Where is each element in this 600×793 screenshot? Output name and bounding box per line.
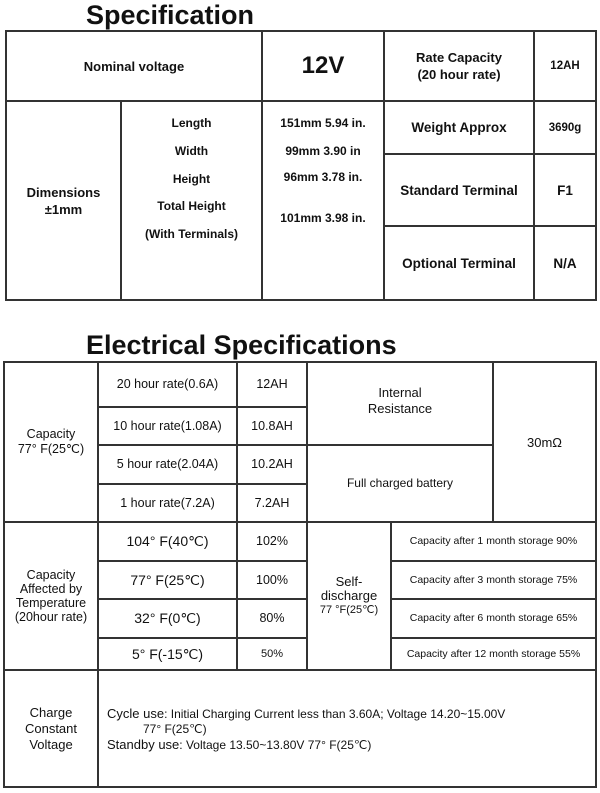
cycle-use-label: Cycle use xyxy=(107,706,165,721)
specification-title: Specification xyxy=(86,0,255,30)
divider xyxy=(595,30,597,301)
standby-use-line xyxy=(107,737,587,753)
self-discharge-1-month: Capacity after 1 month storage 90% xyxy=(409,535,578,547)
standby-use-text: : Voltage 13.50~13.80V 77° F(25℃) xyxy=(179,738,372,752)
temp-label-line: (20hour rate) xyxy=(14,610,88,624)
cycle-use-text: : Initial Charging Current less than 3.60A; Voltage 14.20~15.00V xyxy=(164,707,506,721)
capacity-temperature-label xyxy=(5,523,97,669)
capacity-label-line2: 77° F(25℃) xyxy=(17,442,85,456)
charge-label-line: Voltage xyxy=(29,736,73,752)
capacity-value-5h: 10.2AH xyxy=(251,457,293,471)
standard-terminal-value: F1 xyxy=(557,182,573,198)
standby-use-label: Standby use xyxy=(107,737,180,752)
dimension-label-length: Length xyxy=(171,116,212,130)
internal-resistance-value: 30mΩ xyxy=(526,434,562,450)
self-discharge-line: Self- xyxy=(335,574,363,589)
capacity-label-line1: Capacity xyxy=(26,427,76,441)
capacity-value-10h: 10.8AH xyxy=(251,418,293,433)
dimension-value-width: 99mm 3.90 in xyxy=(285,144,361,158)
electrical-specifications-title: Electrical Specifications xyxy=(86,330,397,360)
temp-5f: 5° F(-15℃) xyxy=(131,645,204,662)
dimension-value-height: 96mm 3.78 in. xyxy=(283,170,363,184)
dimensions-tolerance: ±1mm xyxy=(44,201,83,217)
temp-label-line: Affected by xyxy=(19,582,83,596)
self-discharge-line: 77 °F(25℃) xyxy=(319,604,379,616)
dimension-value-total-height: 101mm 3.98 in. xyxy=(280,211,366,225)
divider xyxy=(5,299,597,301)
dimensions-label xyxy=(7,102,120,299)
rate-capacity-label xyxy=(385,32,533,100)
cycle-use-line xyxy=(107,706,587,722)
self-discharge-label xyxy=(308,523,390,669)
full-charged-battery-label: Full charged battery xyxy=(346,476,454,490)
self-discharge-12-month: Capacity after 12 month storage 55% xyxy=(406,647,581,660)
optional-terminal-value: N/A xyxy=(553,255,577,271)
self-discharge-line: discharge xyxy=(320,588,378,603)
rate-capacity-label-line2: (20 hour rate) xyxy=(417,67,501,82)
capacity-rate-1h: 1 hour rate(7.2A) xyxy=(120,495,215,510)
dimensions-label-line1: Dimensions xyxy=(26,184,101,200)
capacity-rate-20h: 20 hour rate(0.6A) xyxy=(116,377,219,391)
charge-constant-voltage-label xyxy=(5,671,97,786)
rate-capacity-label-line1: Rate Capacity xyxy=(416,50,502,65)
temp-32f: 32° F(0℃) xyxy=(134,610,201,626)
temp-77f: 77° F(25℃) xyxy=(130,571,205,588)
weight-value: 3690g xyxy=(548,121,582,134)
capacity-rate-5h: 5 hour rate(2.04A) xyxy=(116,457,219,471)
nominal-voltage-label: Nominal voltage xyxy=(83,58,185,74)
capacity-rate-10h: 10 hour rate(1.08A) xyxy=(113,418,222,433)
temp-label-line: Capacity xyxy=(26,568,76,582)
temp-label-line: Temperature xyxy=(15,596,87,610)
internal-resistance-line2: Resistance xyxy=(367,400,433,416)
charge-label-line: Constant xyxy=(24,720,78,736)
charge-label-line: Charge xyxy=(29,704,73,720)
cycle-use-temp: 77° F(25℃) xyxy=(143,722,207,736)
internal-resistance-line1: Internal xyxy=(378,384,422,400)
charge-details xyxy=(107,706,587,753)
dimension-value-length: 151mm 5.94 in. xyxy=(280,116,366,130)
weight-label: Weight Approx xyxy=(411,120,507,135)
temp-value-32f: 80% xyxy=(259,611,285,625)
capacity-value-1h: 7.2AH xyxy=(254,495,290,510)
dimension-label-with-terminals: (With Terminals) xyxy=(144,227,238,241)
optional-terminal-label: Optional Terminal xyxy=(402,255,516,271)
temp-value-104f: 102% xyxy=(256,534,288,548)
internal-resistance-label xyxy=(308,363,492,444)
self-discharge-3-month: Capacity after 3 month storage 75% xyxy=(409,573,578,586)
divider xyxy=(3,786,597,788)
temp-104f: 104° F(40℃) xyxy=(126,533,209,549)
divider xyxy=(595,361,597,788)
nominal-voltage-value: 12V xyxy=(301,52,345,79)
temp-value-77f: 100% xyxy=(256,572,288,587)
capacity-value-20h: 12AH xyxy=(256,377,288,391)
capacity-label xyxy=(5,363,97,521)
rate-capacity-value: 12AH xyxy=(550,60,580,72)
temp-value-5f: 50% xyxy=(260,647,284,660)
self-discharge-6-month: Capacity after 6 month storage 65% xyxy=(409,612,578,624)
dimension-label-total-height: Total Height xyxy=(157,199,226,213)
standard-terminal-label: Standard Terminal xyxy=(400,182,518,198)
dimension-label-height: Height xyxy=(172,172,211,186)
dimension-label-width: Width xyxy=(174,144,209,158)
